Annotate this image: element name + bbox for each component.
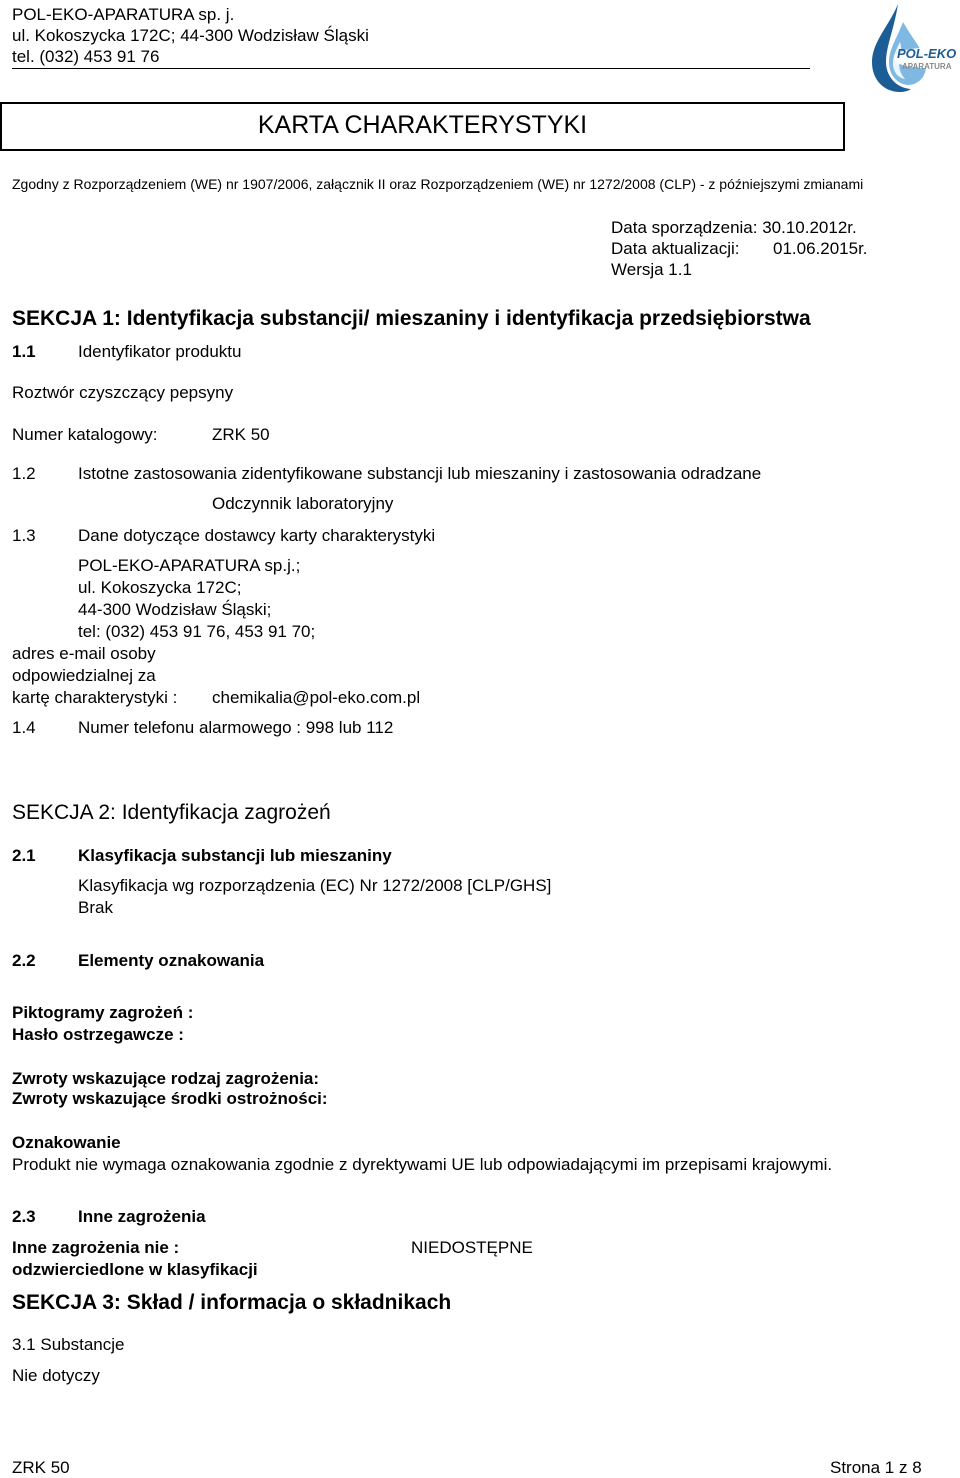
labelling-title: Oznakowanie — [12, 1133, 121, 1152]
hazard-statements-label: Zwroty wskazujące rodzaj zagrożenia: — [12, 1069, 320, 1088]
other-hazards-value: NIEDOSTĘPNE — [411, 1238, 533, 1257]
product-name: Roztwór czyszczący pepsyny — [12, 383, 234, 402]
pol-eko-logo — [856, 2, 956, 96]
s12-value: Odczynnik laboratoryjny — [212, 494, 394, 513]
contact-email-link[interactable]: chemikalia@pol-eko.com.pl — [212, 688, 421, 707]
s23-title: Inne zagrożenia — [78, 1207, 206, 1226]
other-hazards-label: odzwierciedlone w klasyfikacji — [12, 1260, 258, 1279]
classification-line: Klasyfikacja wg rozporządzenia (EC) Nr 1272/2008 [CLP/GHS] — [78, 876, 552, 895]
catalog-label: Numer katalogowy: — [12, 425, 158, 444]
catalog-value: ZRK 50 — [212, 425, 270, 444]
pictograms-label: Piktogramy zagrożeń : — [12, 1003, 194, 1022]
supplier-line: POL-EKO-APARATURA sp.j.; — [78, 556, 301, 575]
other-hazards-label: Inne zagrożenia nie : — [12, 1238, 180, 1257]
s21-title: Klasyfikacja substancji lub mieszaniny — [78, 846, 392, 865]
s31-title: 3.1 Substancje — [12, 1335, 125, 1354]
s22-title: Elementy oznakowania — [78, 951, 265, 970]
date-updated-value: 01.06.2015r. — [773, 239, 868, 258]
s13-title: Dane dotyczące dostawcy karty charakterystyki — [78, 526, 436, 545]
s14-number: 1.4 — [12, 718, 36, 737]
section3-heading: SEKCJA 3: Skład / informacja o składnikach — [12, 1291, 452, 1314]
s12-title: Istotne zastosowania zidentyfikowane substancji lub mieszaniny i zastosowania odradzane — [78, 464, 762, 483]
company-name: POL-EKO-APARATURA sp. j. — [12, 5, 235, 24]
document-title: KARTA CHARAKTERYSTYKI — [257, 111, 588, 139]
s13-number: 1.3 — [12, 526, 36, 545]
classification-value: Brak — [78, 898, 113, 917]
logo-text-bottom: APARATURA — [902, 62, 952, 71]
s12-number: 1.2 — [12, 464, 36, 483]
email-label-line: odpowiedzialnej za — [12, 666, 156, 685]
signal-word-label: Hasło ostrzegawcze : — [12, 1025, 184, 1044]
s31-value: Nie dotyczy — [12, 1366, 100, 1385]
regulation-note: Zgodny z Rozporządzeniem (WE) nr 1907/2006, załącznik II oraz Rozporządzeniem (WE) nr 1272/2008 (CLP) - z późniejszymi zmianami — [12, 176, 864, 192]
labelling-text: Produkt nie wymaga oznakowania zgodnie z dyrektywami UE lub odpowiadającymi im przepisami krajowymi. — [12, 1155, 833, 1174]
email-label-line: kartę charakterystyki : — [12, 688, 178, 707]
section1-heading: SEKCJA 1: Identyfikacja substancji/ mieszaniny i identyfikacja przedsiębiorstwa — [12, 307, 811, 330]
s11-title: Identyfikator produktu — [78, 342, 242, 361]
s23-number: 2.3 — [12, 1207, 36, 1226]
footer-page-number: Strona 1 z 8 — [830, 1458, 922, 1477]
s21-number: 2.1 — [12, 846, 36, 865]
emergency-phone: Numer telefonu alarmowego : 998 lub 112 — [78, 718, 394, 737]
version: Wersja 1.1 — [611, 260, 692, 279]
date-prepared: Data sporządzenia: 30.10.2012r. — [611, 218, 857, 237]
header-rule — [12, 68, 810, 69]
s22-number: 2.2 — [12, 951, 36, 970]
company-phone: tel. (032) 453 91 76 — [12, 47, 160, 66]
logo-text-top: POL-EKO — [897, 46, 956, 61]
email-label-line: adres e-mail osoby — [12, 644, 156, 663]
s11-number: 1.1 — [12, 342, 36, 361]
supplier-line: ul. Kokoszycka 172C; — [78, 578, 242, 597]
precaution-statements-label: Zwroty wskazujące środki ostrożności: — [12, 1089, 328, 1108]
company-address: ul. Kokoszycka 172C; 44-300 Wodzisław Śląski — [12, 26, 369, 45]
footer-code: ZRK 50 — [12, 1458, 70, 1477]
section2-heading: SEKCJA 2: Identyfikacja zagrożeń — [12, 801, 331, 824]
supplier-line: 44-300 Wodzisław Śląski; — [78, 600, 272, 619]
supplier-line: tel: (032) 453 91 76, 453 91 70; — [78, 622, 316, 641]
date-updated-label: Data aktualizacji: — [611, 239, 740, 258]
